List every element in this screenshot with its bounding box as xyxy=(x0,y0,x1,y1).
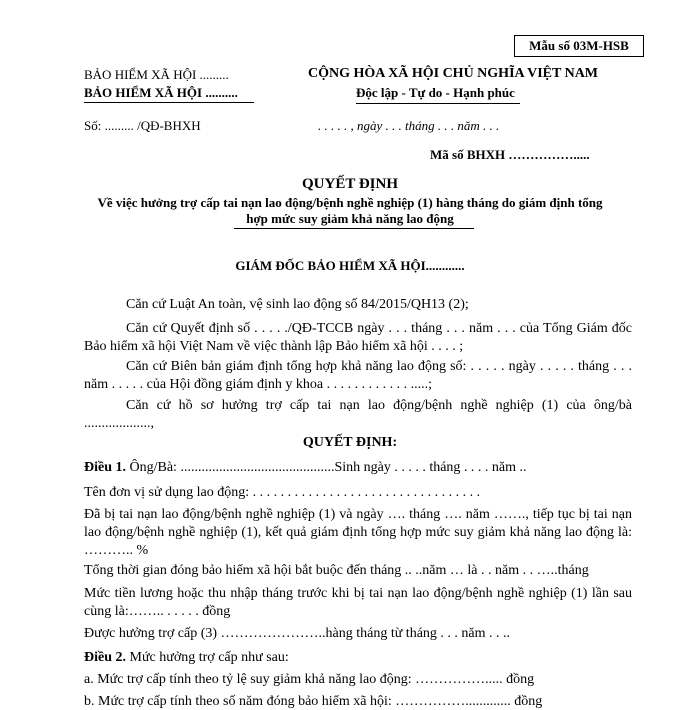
motto-underline xyxy=(356,103,520,104)
article-2-intro-text: Mức hưởng trợ cấp như sau: xyxy=(126,650,289,665)
form-code-box: Mẫu số 03M-HSB xyxy=(514,35,644,57)
doc-title: QUYẾT ĐỊNH xyxy=(302,176,398,192)
org-line-2: BẢO HIỂM XÃ HỘI .......... xyxy=(84,85,238,100)
article-2-item-a: a. Mức trợ cấp tính theo tỷ lệ suy giảm khả năng lao động: ……………..... đồng xyxy=(84,672,535,687)
article-1-employer: Tên đơn vị sử dụng lao động: . . . . . . . . . . . . . . . . . . . . . . . . . . . . . . . . . xyxy=(84,485,481,500)
article-1-person-text: Ông/Bà: ............................................Sinh ngày . . . . . tháng . . . . năm .. xyxy=(126,460,527,475)
doc-subject-1: Về việc hưởng trợ cấp tai nạn lao động/bệnh nghề nghiệp (1) hàng tháng do giám định tổng xyxy=(97,195,603,210)
ground-2: Căn cứ Quyết định số . . . . ./QĐ-TCCB ngày . . . tháng . . . năm . . . của Tổng Giám đốc Bảo hiểm xã hội Việt Nam về việc thành lập Bảo hiểm xã hội . . . . ; xyxy=(84,321,632,354)
article-2-intro xyxy=(84,650,289,666)
doc-subject-2: hợp mức suy giảm khả năng lao động xyxy=(246,211,454,226)
insurance-code: Mã số BHXH ……………..... xyxy=(430,147,590,162)
authority-heading: GIÁM ĐỐC BẢO HIỂM XÃ HỘI............ xyxy=(235,258,465,273)
article-1-contribution: Tổng thời gian đóng bảo hiểm xã hội bắt buộc đến tháng .. ..năm … là . . năm . . …..tháng xyxy=(84,563,589,578)
subject-underline xyxy=(234,228,474,229)
article-1-salary: Mức tiền lương hoặc thu nhập tháng trước khi bị tai nạn lao động/bệnh nghề nghiệp (1) lần sau cùng là:…….. . . . . . đồng xyxy=(84,586,632,619)
org-line-1: BẢO HIỂM XÃ HỘI ......... xyxy=(84,67,229,82)
article-2-item-b: b. Mức trợ cấp tính theo số năm đóng bảo hiểm xã hội: ……………............. đồng xyxy=(84,694,543,709)
doc-number: Số: ......... /QĐ-BHXH xyxy=(84,118,201,133)
country-name: CỘNG HÒA XÃ HỘI CHỦ NGHĨA VIỆT NAM xyxy=(308,66,599,81)
ground-1: Căn cứ Luật An toàn, vệ sinh lao động số 84/2015/QH13 (2); xyxy=(126,297,469,312)
ground-4: Căn cứ hồ sơ hưởng trợ cấp tai nạn lao động/bệnh nghề nghiệp (1) của ông/bà ..................., xyxy=(84,398,632,431)
article-1-label: Điều 1. xyxy=(84,460,126,475)
article-1-injury: Đã bị tai nạn lao động/bệnh nghề nghiệp (1) và ngày …. tháng …. năm ……., tiếp tục bị tai nạn lao động/bệnh nghề nghiệp (1), kết quả giám định tổng hợp mức suy giảm khả năng lao động là: ……….. % xyxy=(84,507,632,558)
motto: Độc lập - Tự do - Hạnh phúc xyxy=(356,85,515,100)
date-line: . . . . . , ngày . . . tháng . . . năm . . . xyxy=(318,118,500,133)
decision-heading: QUYẾT ĐỊNH: xyxy=(302,435,398,450)
org-underline xyxy=(84,102,254,103)
article-2-label: Điều 2. xyxy=(84,650,126,665)
article-1-person xyxy=(84,460,527,476)
article-1-entitled: Được hưởng trợ cấp (3) …………………..hàng tháng từ tháng . . . năm . . .. xyxy=(84,626,511,641)
ground-3: Căn cứ Biên bản giám định tổng hợp khả năng lao động số: . . . . . ngày . . . . . tháng . . . năm . . . . . của Hội đồng giám định y khoa . . . . . . . . . . . . .....; xyxy=(84,359,632,392)
